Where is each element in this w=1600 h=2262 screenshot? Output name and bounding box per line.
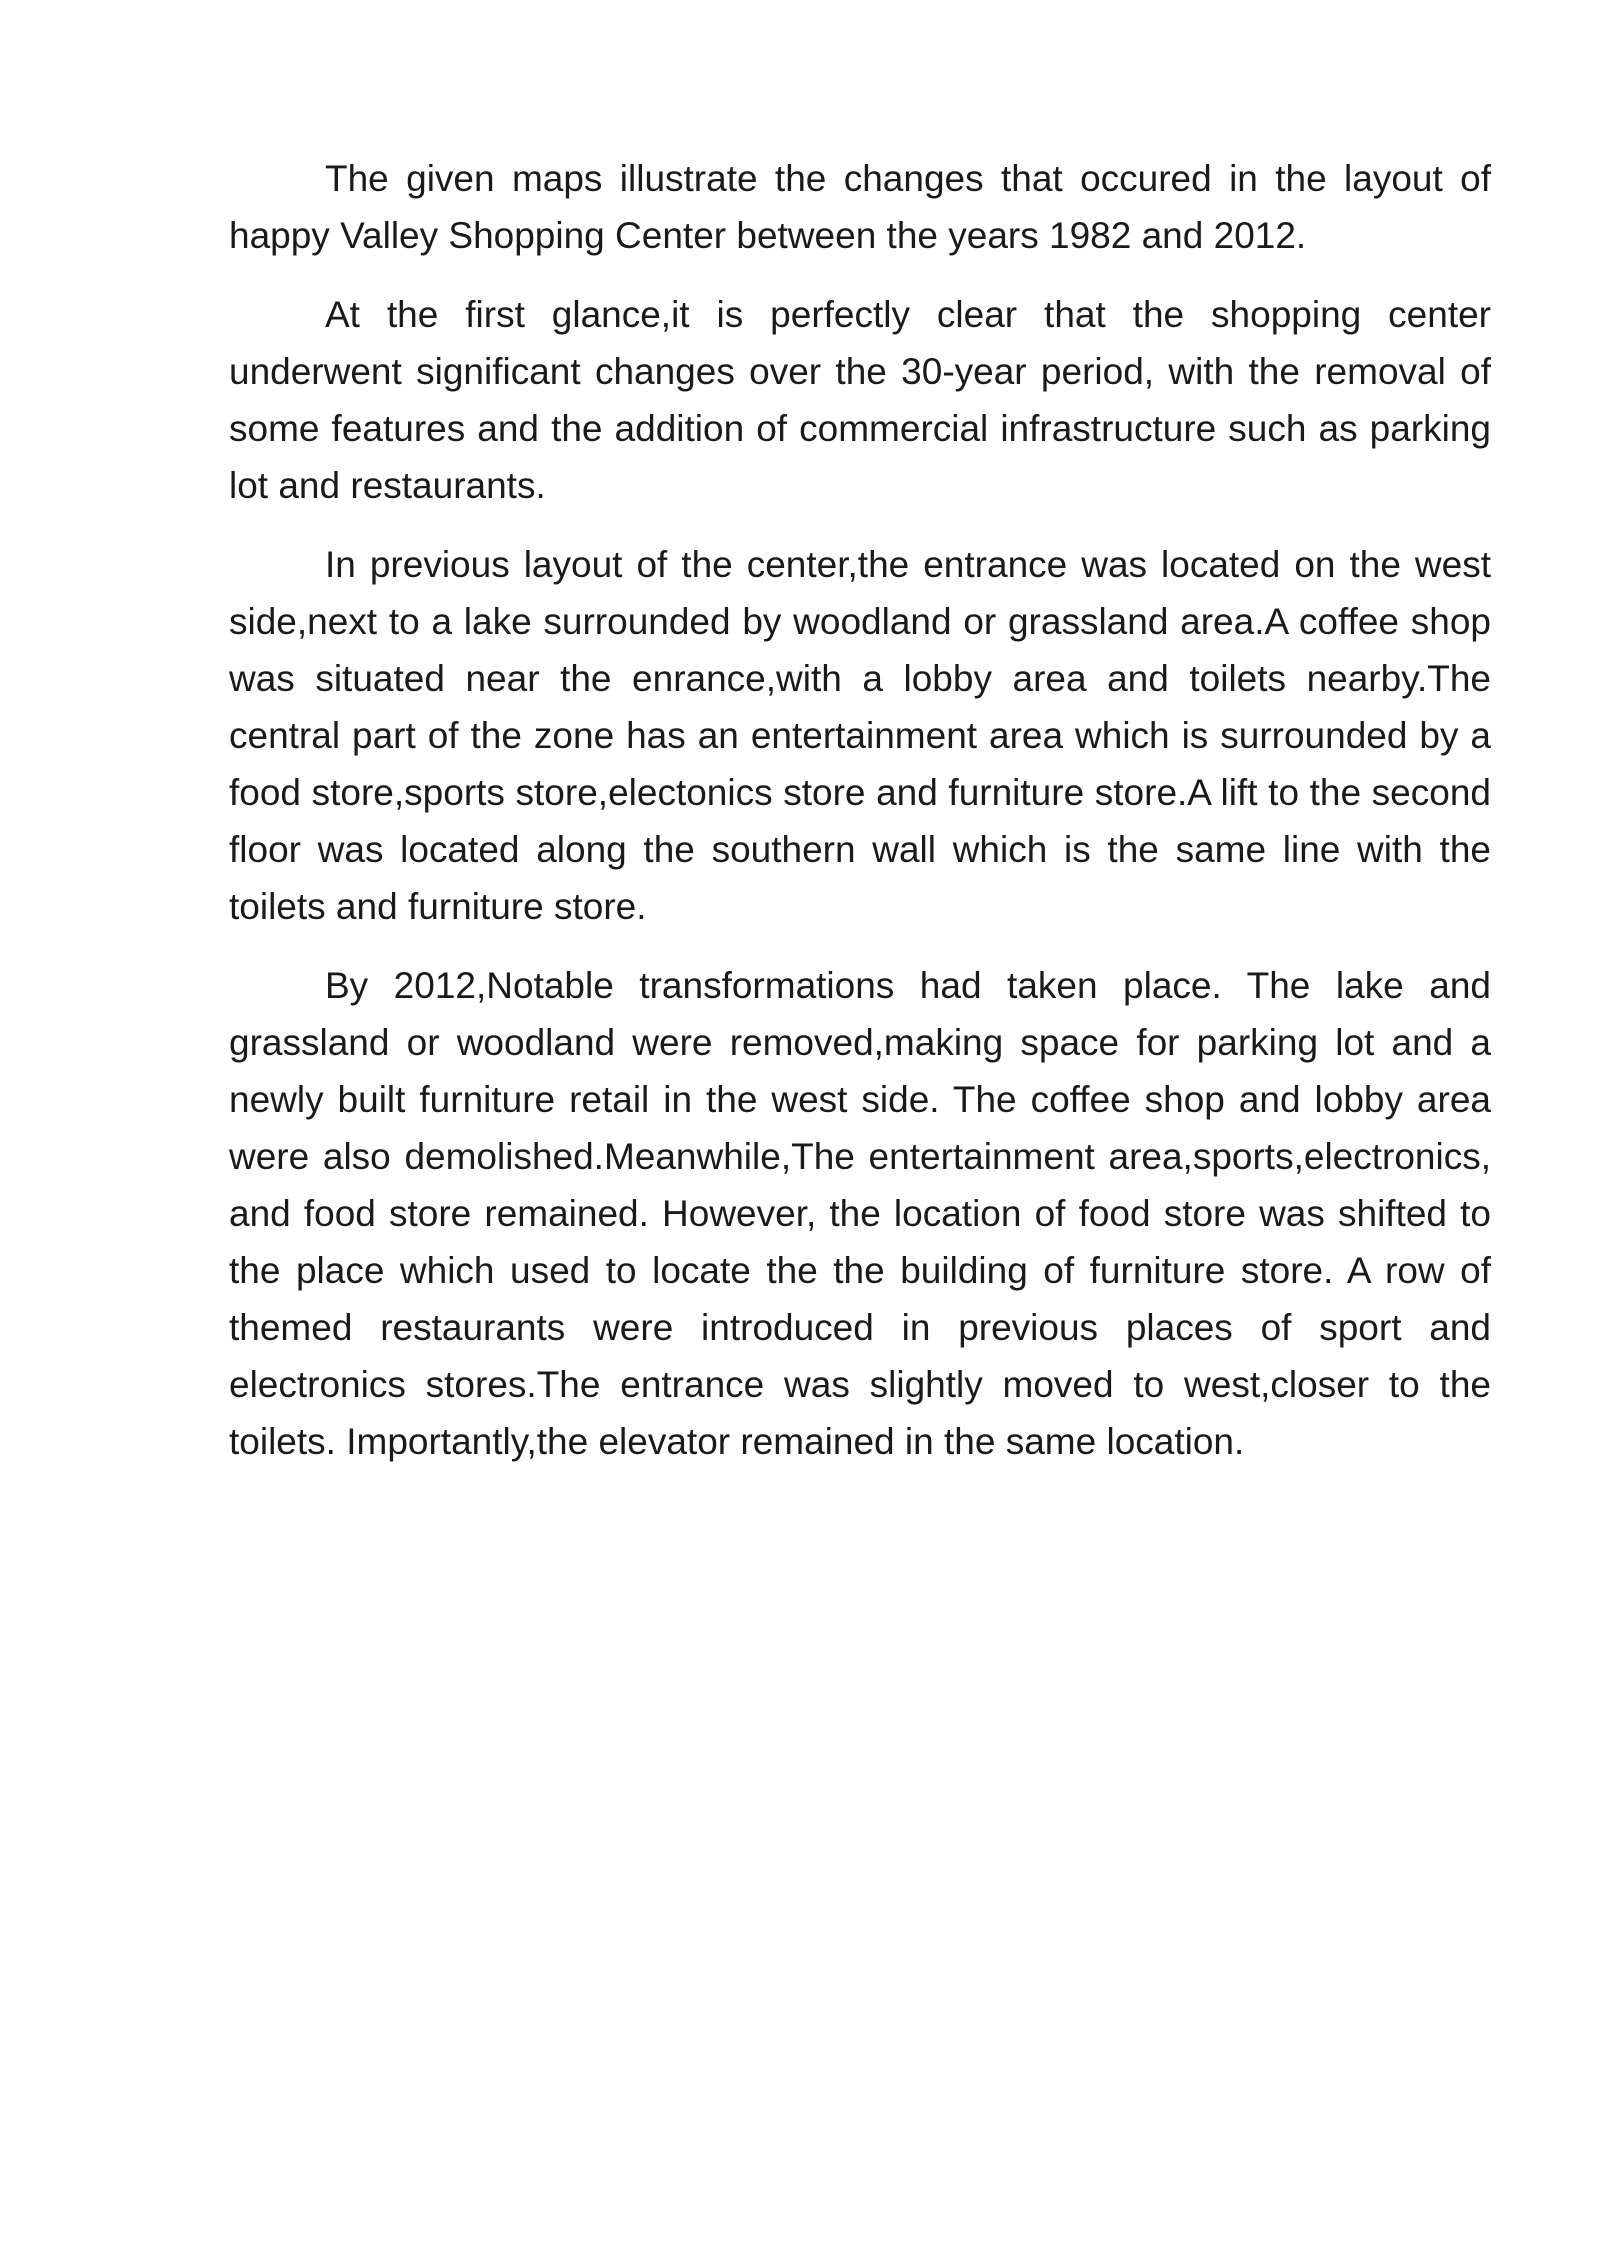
paragraph-intro: The given maps illustrate the changes that occured in the layout of happy Valley Shopping Center between the years 1982 and 2012. — [229, 158, 1491, 256]
document-body — [229, 150, 1491, 1492]
paragraph-overview: At the first glance,it is perfectly clear that the shopping center underwent significant changes over the 30-year period, with the removal of some features and the addition of commercial infrastructure such as parking lot and restaurants. — [229, 294, 1491, 506]
paragraph-1982-layout: In previous layout of the center,the entrance was located on the west side,next to a lake surrounded by woodland or grassland area.A coffee shop was situated near the enrance,with a lobby area and toilets nearby.The central part of the zone has an entertainment area which is surrounded by a food store,sports store,electonics store and furniture store.A lift to the second floor was located along the southern wall which is the same line with the toilets and furniture store. — [229, 544, 1491, 927]
paragraph-2012-layout: By 2012,Notable transformations had taken place. The lake and grassland or woodland were removed,making space for parking lot and a newly built furniture retail in the west side. The coffee shop and lobby area were also demolished.Meanwhile,The entertainment area,sports,electronics, and food store remained. However, the location of food store was shifted to the place which used to locate the the building of furniture store. A row of themed restaurants were introduced in previous places of sport and electronics stores.The entrance was slightly moved to west,closer to the toilets. Importantly,the elevator remained in the same location. — [229, 965, 1491, 1462]
